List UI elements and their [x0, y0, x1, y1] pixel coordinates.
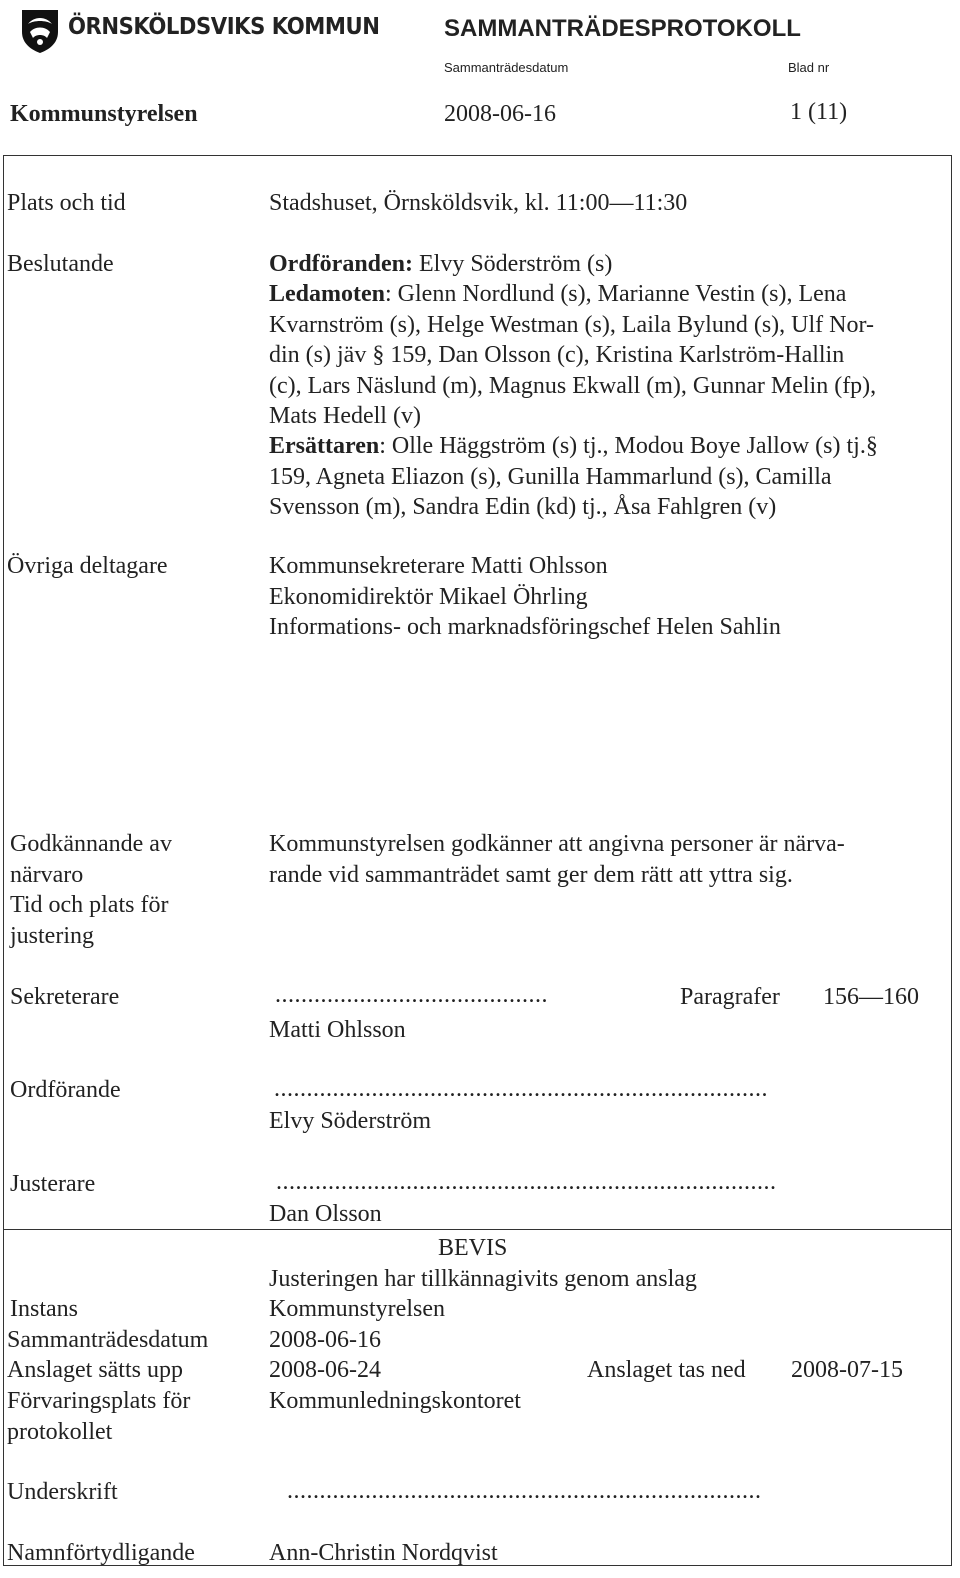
participant: Ekonomidirektör Mikael Öhrling [269, 583, 588, 610]
place-time-value: Stadshuset, Örnsköldsvik, kl. 11:00—11:30 [269, 190, 688, 216]
decision-line: Ersättaren: Olle Häggström (s) tj., Modou Boye Jallow (s) tj.§ [269, 433, 878, 460]
removed-value: 2008-07-15 [791, 1357, 903, 1383]
certificate-date-label: Sammanträdesdatum [7, 1327, 209, 1353]
certificate-date-value: 2008-06-16 [269, 1327, 381, 1353]
meeting-date: 2008-06-16 [444, 101, 556, 127]
paragraphs-value: 156—160 [823, 984, 919, 1010]
decision-line: Kvarnström (s), Helge Westman (s), Laila Bylund (s), Ulf Nor- [269, 311, 875, 338]
document-type-title: SAMMANTRÄDESPROTOKOLL [444, 15, 801, 42]
secretary-label: Sekreterare [10, 984, 120, 1010]
adjuster-signature-line: ............................................................................. [276, 1169, 777, 1195]
adjuster-label: Justerare [10, 1171, 96, 1197]
other-participants-list [269, 551, 781, 643]
decision-line: din (s) jäv § 159, Dan Olsson (c), Kristina Karlström-Hallin [269, 342, 845, 369]
attendance-approval-text: Kommunstyrelsen godkänner att angivna personer är närva- rande vid sammanträdet samt ger dem rätt att yttra sig. [269, 831, 845, 888]
municipal-shield-icon [20, 8, 60, 54]
decision-line: 159, Agneta Eliazon (s), Gunilla Hammarlund (s), Camilla [269, 463, 832, 490]
name-clarification-value: Ann-Christin Nordqvist [269, 1540, 498, 1566]
instance-label: Instans [10, 1296, 78, 1322]
other-participants-label: Övriga deltagare [7, 553, 168, 579]
chair-name: Elvy Söderström [269, 1108, 431, 1134]
decision-line: Mats Hedell (v) [269, 403, 421, 430]
posted-value: 2008-06-24 [269, 1357, 381, 1383]
decision-line: Ordföranden: Elvy Söderström (s) [269, 251, 613, 277]
storage-label: Förvaringsplats för protokollet [7, 1388, 191, 1445]
place-time-label: Plats och tid [7, 190, 126, 216]
certificate-title: BEVIS [438, 1235, 508, 1261]
chair-label: Ordförande [10, 1077, 121, 1103]
page-number-label: Blad nr [788, 60, 830, 75]
name-clarification-label: Namnförtydligande [7, 1540, 195, 1566]
adjuster-name: Dan Olsson [269, 1201, 382, 1227]
certificate-signature-line: ......................................................................... [287, 1478, 762, 1504]
page-number: 1 (11) [790, 99, 848, 125]
paragraphs-label: Paragrafer [680, 984, 780, 1010]
decision-makers-list [269, 249, 878, 523]
participant: Kommunsekreterare Matti Ohlsson [269, 553, 608, 579]
meeting-date-label: Sammanträdesdatum [444, 60, 569, 75]
committee-name: Kommunstyrelsen [10, 101, 198, 127]
storage-value: Kommunledningskontoret [269, 1388, 521, 1414]
secretary-name: Matti Ohlsson [269, 1017, 406, 1043]
attendance-approval-label: Godkännande av närvaro [10, 831, 172, 888]
justification-time-place-label: Tid och plats för justering [10, 892, 169, 949]
decision-makers-label: Beslutande [7, 251, 114, 277]
secretary-signature-line: .......................................... [275, 982, 548, 1008]
signature-label: Underskrift [7, 1479, 118, 1505]
posted-label: Anslaget sätts upp [7, 1357, 183, 1383]
instance-value: Kommunstyrelsen [269, 1296, 445, 1322]
decision-line: Svensson (m), Sandra Edin (kd) tj., Åsa Fahlgren (v) [269, 494, 777, 521]
participant: Informations- och marknadsföringschef Helen Sahlin [269, 614, 781, 640]
divider-line [3, 1229, 952, 1230]
removed-label: Anslaget tas ned [587, 1357, 746, 1383]
decision-line: (c), Lars Näslund (m), Magnus Ekwall (m), Gunnar Melin (fp), [269, 372, 877, 399]
organization-name: ÖRNSKÖLDSVIKS KOMMUN [68, 14, 380, 40]
decision-line: Ledamoten: Glenn Nordlund (s), Marianne Vestin (s), Lena [269, 281, 847, 308]
chair-signature-line: ............................................................................ [274, 1076, 768, 1102]
certificate-intro: Justeringen har tillkännagivits genom anslag [269, 1266, 697, 1292]
